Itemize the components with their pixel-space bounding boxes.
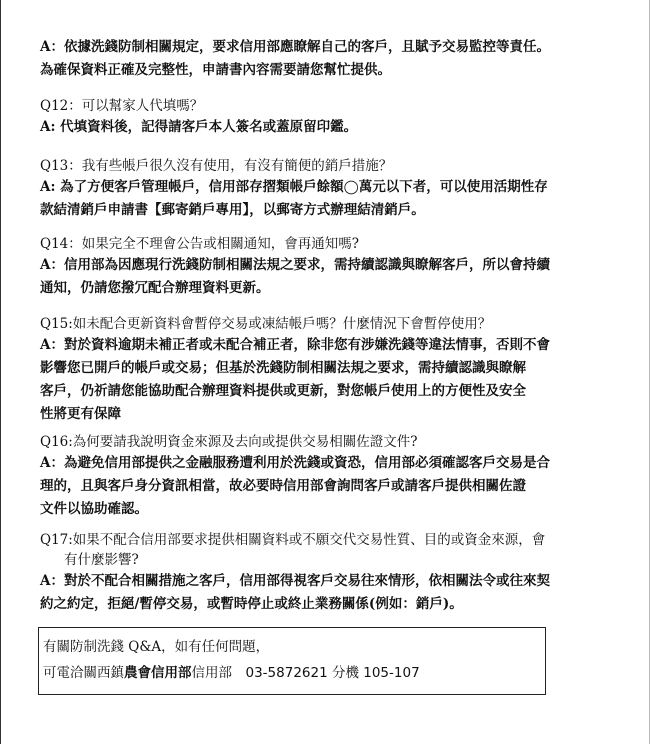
faq-item-q17 xyxy=(40,530,625,616)
question-q17-cont: 有什麼影響? xyxy=(64,552,139,568)
answer-line: 約之約定，拒絕/暫停交易，或暫時停止或終止業務關係(例如：銷戶)。 xyxy=(40,596,463,612)
question-q15: Q15:如未配合更新資料會暫停交易或凍結帳戶嗎？什麼情況下會暫停使用？ xyxy=(40,316,492,332)
faq-item-q16 xyxy=(40,432,625,521)
contact-phone: 03-5872621 分機 105-107 xyxy=(245,665,420,681)
faq-item-q14 xyxy=(40,234,625,300)
answer-line: A：依據洗錢防制相關規定，要求信用部應瞭解自己的客戶，且賦予交易監控等責任。 xyxy=(40,39,550,55)
answer-line: 客戶，仍祈請您能協助配合辦理資料提供或更新，對您帳戶使用上的方便性及安全 xyxy=(40,383,526,399)
faq-item-q15 xyxy=(40,314,625,426)
answer-line: A：為避免信用部提供之金融服務遭利用於洗錢或資恐，信用部必須確認客戶交易是合 xyxy=(40,455,550,471)
answer-line: 款結清銷戶申請書【郵寄銷戶專用】，以郵寄方式辦理結清銷戶。 xyxy=(40,202,425,218)
page-left-border xyxy=(0,0,1,744)
answer-line: A：對於資料逾期未補正者或未配合補正者，除非您有涉嫌洗錢等違法情事，否則不會 xyxy=(40,337,550,353)
faq-item-q12 xyxy=(40,96,625,139)
question-q16: Q16:為何要請我說明資金來源及去向或提供交易相關佐證文件? xyxy=(40,434,418,450)
question-q17: Q17:如果不配合信用部要求提供相關資料或不願交代交易性質、目的或資金來源，會 xyxy=(40,532,546,548)
contact-line-2 xyxy=(43,662,420,684)
contact-dept: 信用部 xyxy=(191,665,246,681)
faq-item-q13 xyxy=(40,156,625,222)
faq-item-prev xyxy=(40,36,625,82)
question-q13: Q13：我有些帳戶很久沒有使用，有沒有簡便的銷戶措施？ xyxy=(40,158,393,174)
answer-line: A：信用部為因應現行洗錢防制相關法規之要求，需持續認識與瞭解客戶，所以會持續 xyxy=(40,257,550,273)
answer-line: 理的，且與客戶身分資訊相當，故必要時信用部會詢問客戶或請客戶提供相關佐證 xyxy=(40,478,526,494)
answer-line: 通知，仍請您撥冗配合辦理資料更新。 xyxy=(40,280,270,296)
answer-line: A: 代填資料後，記得請客戶本人簽名或蓋原留印鑑。 xyxy=(40,119,358,135)
answer-line: 文件以協助確認。 xyxy=(40,501,148,517)
answer-line: 性將更有保障 xyxy=(40,406,121,422)
answer-line: 影響您已開戶的帳戶或交易；但基於洗錢防制相關法規之要求，需持續認識與瞭解 xyxy=(40,360,526,376)
answer-line: A：對於不配合相關措施之客戶，信用部得視客戶交易往來情形，依相關法令或往來契 xyxy=(40,573,550,589)
question-q14: Q14：如果完全不理會公告或相關通知，會再通知嗎? xyxy=(40,236,359,252)
answer-line: A: 為了方便客戶管理帳戶，信用部存摺類帳戶餘額◯萬元以下者，可以使用活期性存 xyxy=(40,179,548,195)
contact-prefix: 可電洽關西鎮 xyxy=(43,665,124,681)
contact-org: 農會信用部 xyxy=(124,665,192,681)
contact-box xyxy=(38,627,546,695)
answer-line: 為確保資料正確及完整性，申請書內容需要請您幫忙提供。 xyxy=(40,62,391,78)
question-q12: Q12：可以幫家人代填嗎？ xyxy=(40,98,204,114)
contact-line-1: 有關防制洗錢 Q&A，如有任何問題， xyxy=(43,639,270,655)
